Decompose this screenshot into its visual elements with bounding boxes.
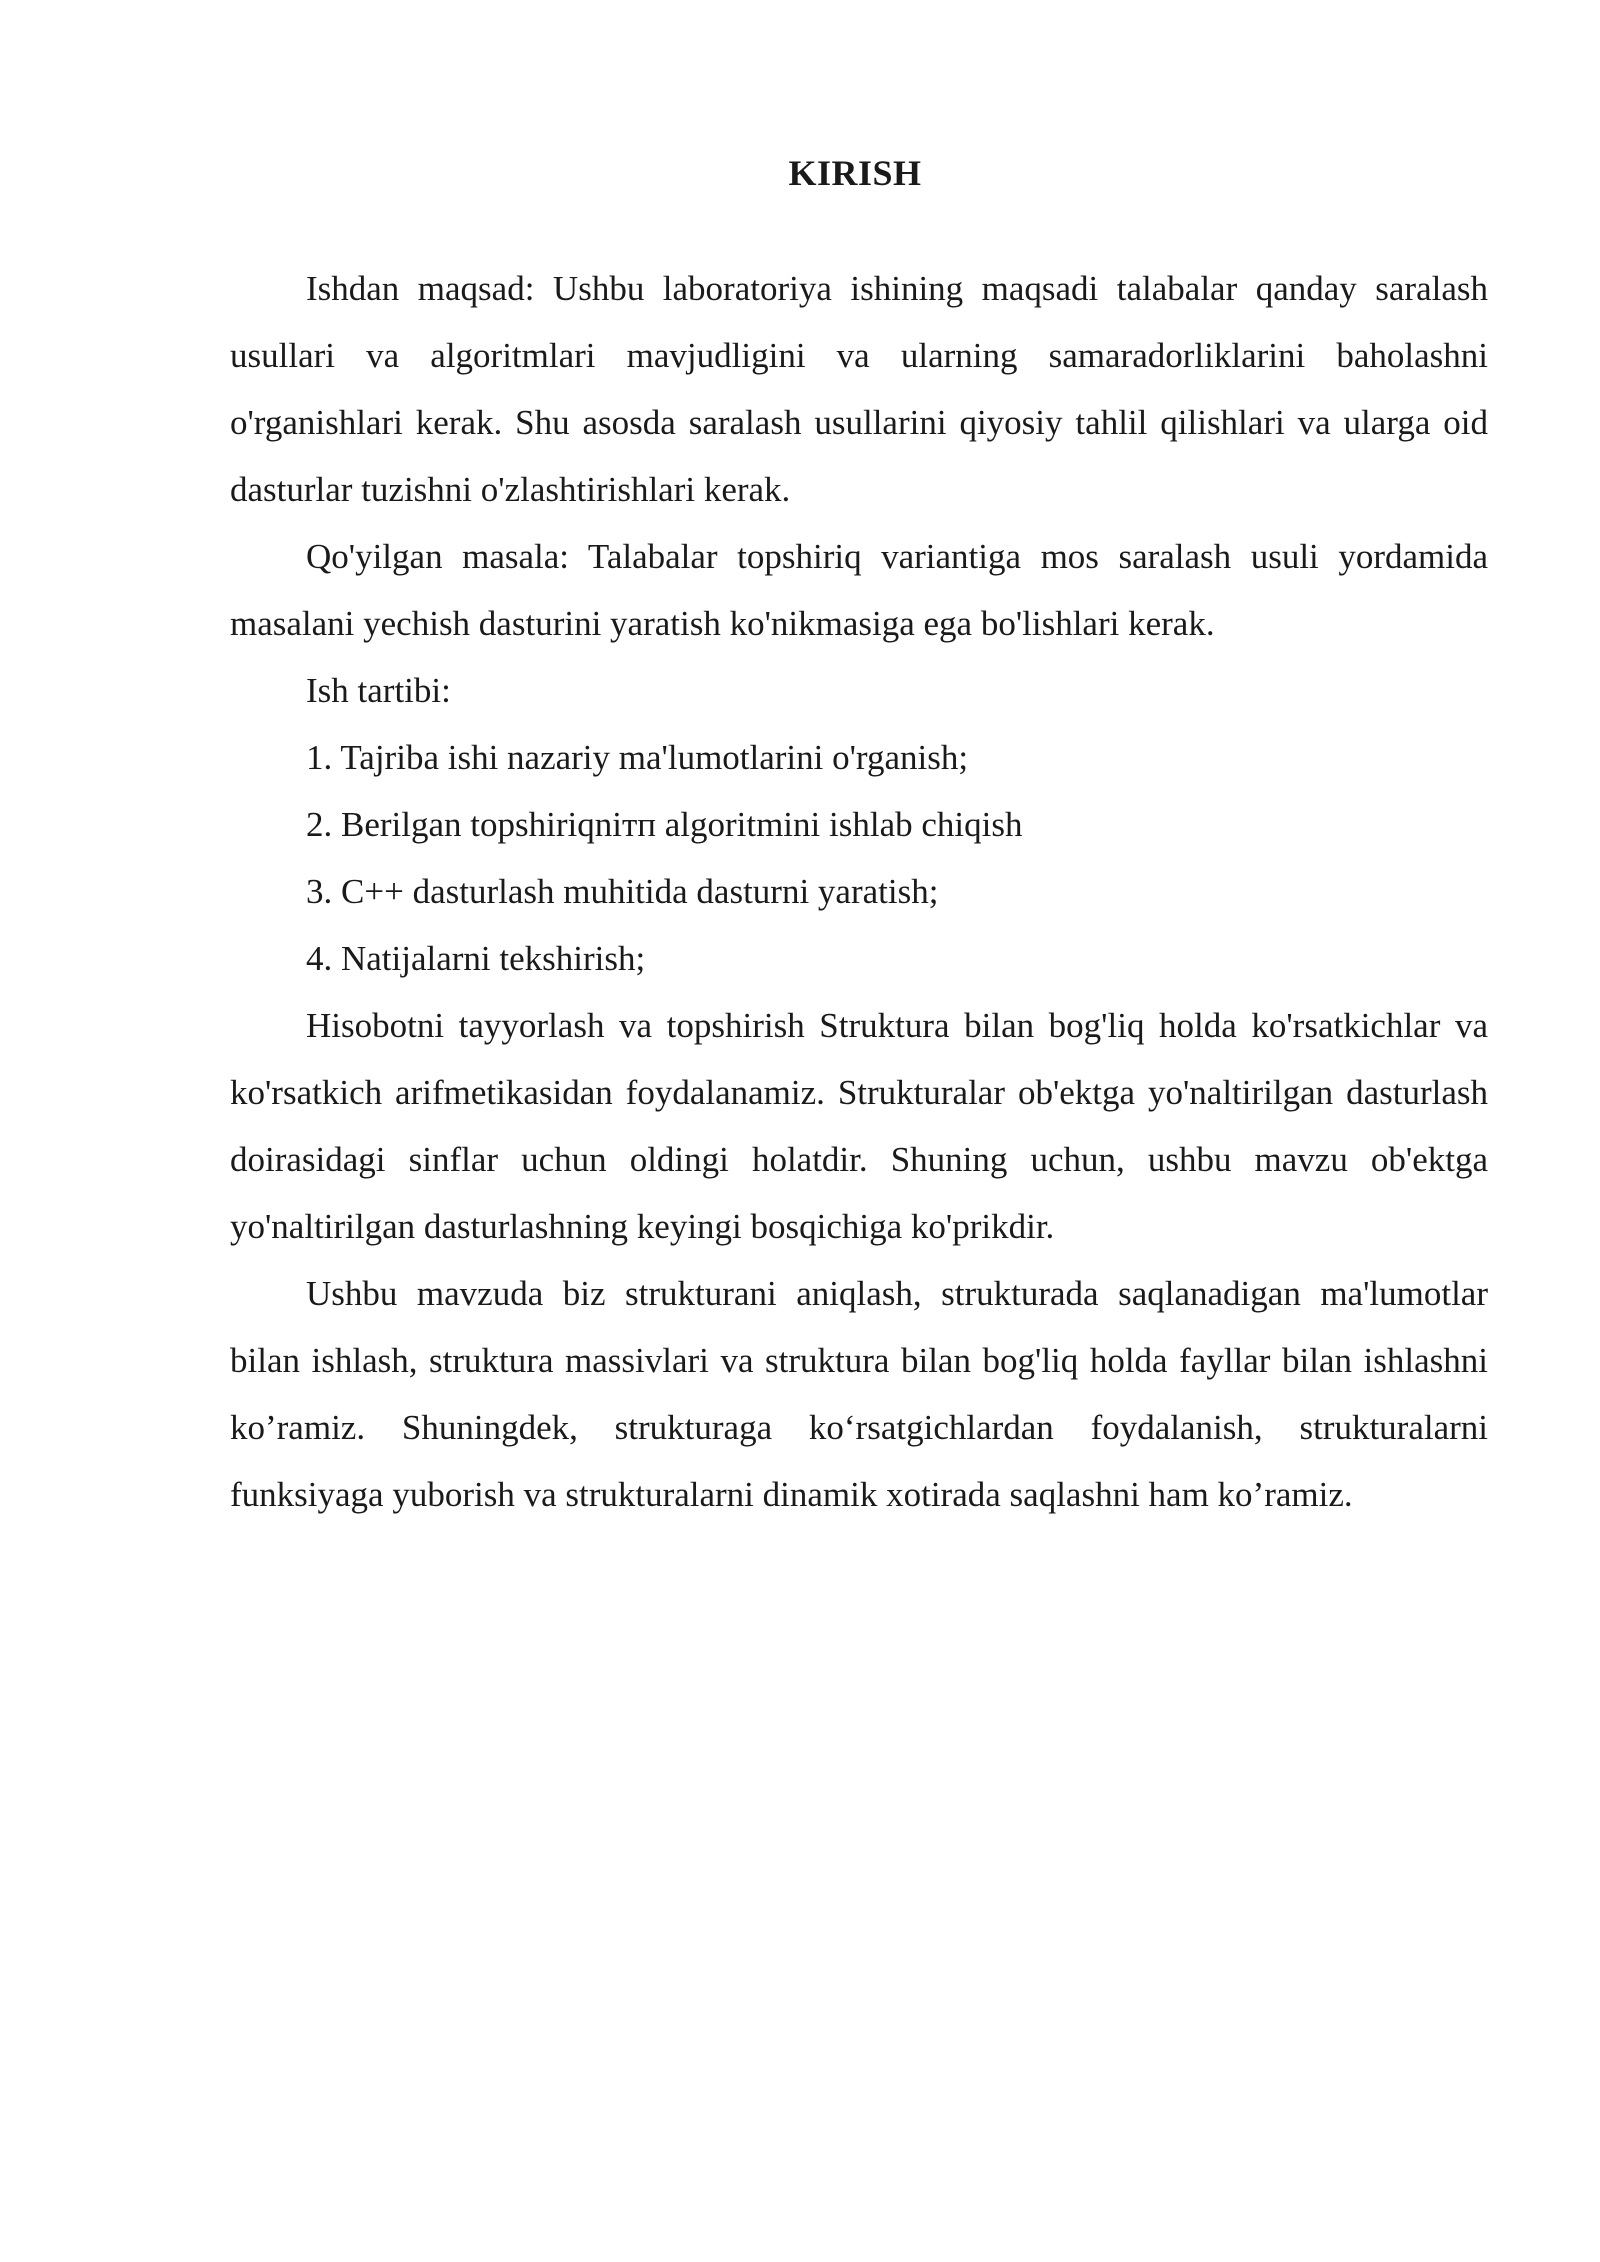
step-item-3: 3. C++ dasturlash muhitida dasturni yaratish; (306, 872, 939, 911)
paragraph-report: Hisobotni tayyorlash va topshirish Struktura bilan bog'liq holda ko'rsatkichlar va ko'rsatkich arifmetikasidan foydalanamiz. Strukturalar ob'ektga yo'naltirilgan dasturlash doirasidagi sinflar uchun oldingi holatdir. Shuning uchun, ushbu mavzu ob'ektga yo'naltirilgan dasturlashning keyingi bosqichiga ko'prikdir. (230, 1006, 1488, 1246)
paragraph-topic: Ushbu mavzuda biz strukturani aniqlash, strukturada saqlanadigan ma'lumotlar bilan ishlash, struktura massivlari va struktura bilan bog'liq holda fayllar bilan ishlashni ko’ramiz. Shuningdek, strukturaga ko‘rsatgichlardan foydalanish, strukturalarni funksiyaga yuborish va strukturalarni dinamik xotirada saqlashni ham ko’ramiz. (230, 1274, 1488, 1514)
step-item-4: 4. Natijalarni tekshirish; (306, 939, 646, 978)
steps-heading: Ish tartibi: (306, 671, 451, 710)
document-body (230, 255, 1488, 1528)
page-title: KIRISH (788, 153, 922, 193)
paragraph-task: Qo'yilgan masala: Talabalar topshiriq variantiga mos saralash usuli yordamida masalani yechish dasturini yaratish ko'nikmasiga ega bo'lishlari kerak. (230, 537, 1488, 643)
step-item-2: 2. Berilgan topshiriqnітп algoritmini ishlab chiqish (306, 805, 1023, 844)
step-item-1: 1. Tajriba ishi nazariy ma'lumotlarini o'rganish; (306, 738, 969, 777)
paragraph-purpose: Ishdan maqsad: Ushbu laboratoriya ishining maqsadi talabalar qanday saralash usullari va algoritmlari mavjudligini va ularning samaradorliklarini baholashni o'rganishlari kerak. Shu asosda saralash usullarini qiyosiy tahlil qilishlari va ularga oid dasturlar tuzishni o'zlashtirishlari kerak. (230, 269, 1488, 509)
